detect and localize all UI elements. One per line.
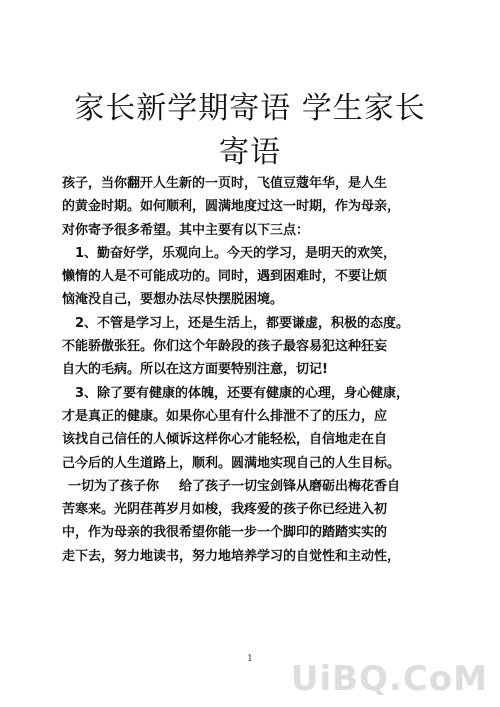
body-line: 孩子，当你翻开人生新的一页时，飞值豆蔻年华，是人生 [62,176,388,191]
document-title-line-1: 家长新学期寄语 学生家长 [74,91,426,126]
body-line [62,475,440,498]
document-body [62,172,440,568]
body-line: 的黄金时期。如何顺利，圆满地度过这一时期，作为母亲， [62,199,401,215]
body-line: 2、不管是学习上，还是生活上，都要谦虚，积极的态度。 [75,315,410,331]
body-line: 3、除了要有健康的体魄，还要有健康的心理，身心健康， [75,385,410,401]
body-line: 苦寒来。光阴荏苒岁月如梭，我疼爱的孩子你已经进入初 [62,502,388,518]
body-line: 己今后的人生道路上，顺利。圆满地实现自己的人生目标。 [62,455,401,471]
body-line: 该找自己信任的人倾诉这样你心才能轻松，自信地走在自 [62,432,388,448]
body-line-part-b: 给了孩子一切宝剑锋从磨砺出梅花香自 [179,478,401,494]
body-line: 对你寄予很多希望。其中主要有以下三点： [62,222,310,238]
body-line: 不能骄傲张狂。你们这个年龄段的孩子最容易犯这种狂妄 [62,339,388,355]
body-line-part-a: 一切为了孩子你 [68,478,160,494]
body-line: 中，作为母亲的我很希望你能一步一个脚印的踏踏实实的 [62,525,388,541]
body-line: 走下去，努力地读书，努力地培养学习的自觉性和主动性， [62,548,401,564]
body-line: 自大的毛病。所以在这方面要特别注意，切记! [62,362,328,378]
watermark: UiBQ.CoM [290,659,488,699]
body-line: 懒惰的人是不可能成功的。同时，遇到困难时，不要让烦 [62,269,388,285]
document-title-line-2: 寄语 [219,135,281,170]
body-line: 恼淹没自己，要想办法尽快摆脱困境。 [62,292,284,308]
body-line: 才是真正的健康。如果你心里有什么排泄不了的压力，应 [62,408,388,424]
body-line: 1、勤奋好学，乐观向上。今天的学习，是明天的欢笑， [75,245,397,261]
page-number: 1 [247,654,253,664]
